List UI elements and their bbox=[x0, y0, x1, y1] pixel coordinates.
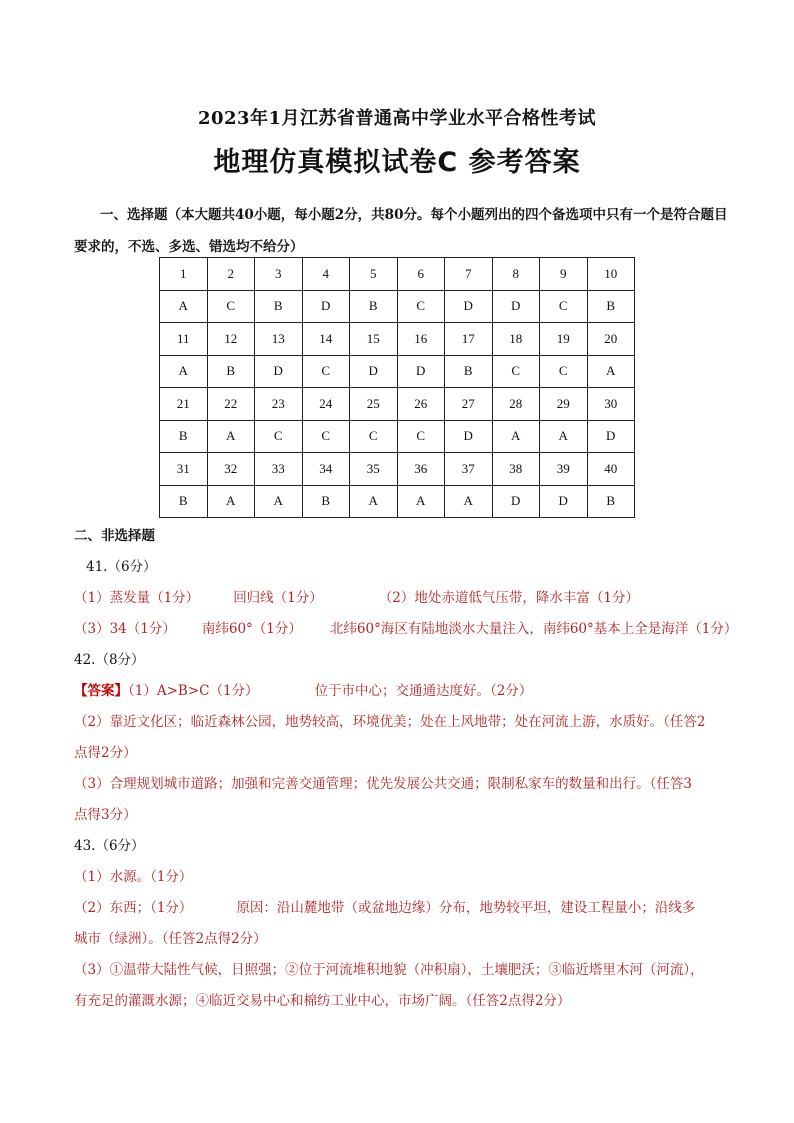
question-number-row bbox=[160, 258, 635, 291]
q41-answer3b: 南纬60°（1分） bbox=[201, 621, 302, 637]
question-number-cell: 24 bbox=[302, 388, 350, 421]
question-number-row bbox=[160, 388, 635, 421]
answer-key-title: 地理仿真模拟试卷C 参考答案 bbox=[213, 147, 581, 178]
answer-row bbox=[160, 355, 635, 388]
answer-row bbox=[160, 420, 635, 453]
q42-answer3: （3）合理规划城市道路；加强和完善交通管理；优先发展公共交通；限制私家车的数量和出行。（任答3 bbox=[74, 776, 692, 792]
question-number-cell: 40 bbox=[587, 453, 635, 486]
answer-cell: B bbox=[587, 290, 635, 323]
answer-cell: B bbox=[160, 420, 208, 453]
question-number-cell: 5 bbox=[350, 258, 398, 291]
answer-cell: D bbox=[492, 290, 540, 323]
answer-cell: C bbox=[302, 420, 350, 453]
answer-cell: D bbox=[492, 485, 540, 518]
answer-cell: A bbox=[255, 485, 303, 518]
answer-cell: C bbox=[350, 420, 398, 453]
q43-answer2b: 原因：沿山麓地带（或盆地边缘）分布，地势较平坦，建设工程量小；沿线多 bbox=[236, 900, 696, 916]
answer-cell: A bbox=[540, 420, 588, 453]
question-number-cell: 1 bbox=[160, 258, 208, 291]
answer-cell: C bbox=[302, 355, 350, 388]
question-number-cell: 36 bbox=[397, 453, 445, 486]
question-number-cell: 4 bbox=[302, 258, 350, 291]
q41-line1 bbox=[74, 586, 734, 606]
q43-answer1: （1）水源。（1分） bbox=[74, 869, 193, 885]
question-number-cell: 22 bbox=[207, 388, 255, 421]
q42-line1 bbox=[74, 679, 734, 699]
answer-cell: B bbox=[160, 485, 208, 518]
question-number-row bbox=[160, 453, 635, 486]
q42-answer3-cont: 点得3分） bbox=[74, 807, 137, 823]
question-number-cell: 38 bbox=[492, 453, 540, 486]
question-number-cell: 15 bbox=[350, 323, 398, 356]
question-number-cell: 29 bbox=[540, 388, 588, 421]
section2-heading: 二、非选择题 bbox=[74, 528, 155, 544]
answer-cell: B bbox=[350, 290, 398, 323]
answer-cell: A bbox=[160, 290, 208, 323]
question-number-cell: 30 bbox=[587, 388, 635, 421]
question-number-cell: 25 bbox=[350, 388, 398, 421]
q41-answer2: （2）地处赤道低气压带，降水丰富（1分） bbox=[378, 590, 639, 606]
answer-cell: B bbox=[445, 355, 493, 388]
q43-answer3: （3）①温带大陆性气候，日照强；②位于河流堆积地貌（冲积扇），土壤肥沃；③临近塔里木河（河流）， bbox=[74, 962, 704, 978]
question-number-cell: 8 bbox=[492, 258, 540, 291]
question-number-cell: 31 bbox=[160, 453, 208, 486]
q42-answer1a: （1）A>B>C（1分） bbox=[128, 683, 259, 699]
question-number-cell: 17 bbox=[445, 323, 493, 356]
question-number-cell: 21 bbox=[160, 388, 208, 421]
q42-label: 42.（8分） bbox=[74, 652, 145, 668]
question-number-cell: 2 bbox=[207, 258, 255, 291]
answer-tag: 【答案】 bbox=[74, 683, 128, 699]
answer-cell: D bbox=[255, 355, 303, 388]
answer-row bbox=[160, 290, 635, 323]
answer-cell: B bbox=[587, 485, 635, 518]
answer-cell: D bbox=[445, 420, 493, 453]
question-number-row bbox=[160, 323, 635, 356]
q41-answer3c: 北纬60°海区有陆地淡水大量注入，南纬60°基本上全是海洋（1分） bbox=[329, 621, 738, 637]
q41-answer1: （1）蒸发量（1分） bbox=[74, 590, 200, 606]
question-number-cell: 16 bbox=[397, 323, 445, 356]
question-number-cell: 13 bbox=[255, 323, 303, 356]
q41-line2 bbox=[74, 617, 738, 637]
answer-cell: A bbox=[587, 355, 635, 388]
answer-cell: D bbox=[350, 355, 398, 388]
question-number-cell: 35 bbox=[350, 453, 398, 486]
question-number-cell: 9 bbox=[540, 258, 588, 291]
answer-cell: D bbox=[587, 420, 635, 453]
answer-cell: A bbox=[350, 485, 398, 518]
answer-cell: A bbox=[492, 420, 540, 453]
answer-cell: D bbox=[445, 290, 493, 323]
question-number-cell: 7 bbox=[445, 258, 493, 291]
question-number-cell: 34 bbox=[302, 453, 350, 486]
q43-answer2a: （2）东西；（1分） bbox=[74, 900, 193, 916]
answer-table bbox=[159, 257, 635, 518]
question-number-cell: 23 bbox=[255, 388, 303, 421]
question-number-cell: 11 bbox=[160, 323, 208, 356]
answer-cell: B bbox=[255, 290, 303, 323]
question-number-cell: 3 bbox=[255, 258, 303, 291]
answer-cell: C bbox=[397, 290, 445, 323]
question-number-cell: 27 bbox=[445, 388, 493, 421]
answer-cell: C bbox=[540, 290, 588, 323]
question-number-cell: 12 bbox=[207, 323, 255, 356]
answer-cell: C bbox=[207, 290, 255, 323]
question-number-cell: 33 bbox=[255, 453, 303, 486]
q42-answer2: （2）靠近文化区；临近森林公园，地势较高，环境优美；处在上风地带；处在河流上游，水质好。（任答2 bbox=[74, 714, 706, 730]
q41-label: 41.（6分） bbox=[86, 559, 157, 575]
question-number-cell: 10 bbox=[587, 258, 635, 291]
q41-answer3a: （3）34（1分） bbox=[74, 621, 176, 637]
q42-answer2-cont: 点得2分） bbox=[74, 745, 137, 761]
question-number-cell: 39 bbox=[540, 453, 588, 486]
q43-answer3-cont: 有充足的灌溉水源；④临近交易中心和棉纺工业中心，市场广阔。（任答2点得2分） bbox=[74, 993, 571, 1009]
q43-line2 bbox=[74, 896, 734, 916]
q43-label: 43.（6分） bbox=[74, 838, 145, 854]
answer-cell: A bbox=[445, 485, 493, 518]
question-number-cell: 18 bbox=[492, 323, 540, 356]
question-number-cell: 37 bbox=[445, 453, 493, 486]
answer-cell: B bbox=[207, 355, 255, 388]
answer-cell: A bbox=[160, 355, 208, 388]
answer-cell: C bbox=[540, 355, 588, 388]
answer-cell: C bbox=[492, 355, 540, 388]
q43-answer2-cont: 城市（绿洲）。（任答2点得2分） bbox=[74, 931, 267, 947]
answer-cell: D bbox=[397, 355, 445, 388]
answer-cell: C bbox=[397, 420, 445, 453]
answer-cell: B bbox=[302, 485, 350, 518]
q41-answer1b: 回归线（1分） bbox=[233, 590, 323, 606]
question-number-cell: 20 bbox=[587, 323, 635, 356]
answer-cell: A bbox=[397, 485, 445, 518]
answer-cell: A bbox=[207, 420, 255, 453]
answer-cell: D bbox=[302, 290, 350, 323]
answer-cell: A bbox=[207, 485, 255, 518]
question-number-cell: 14 bbox=[302, 323, 350, 356]
answer-row bbox=[160, 485, 635, 518]
question-number-cell: 6 bbox=[397, 258, 445, 291]
answer-cell: C bbox=[255, 420, 303, 453]
question-number-cell: 19 bbox=[540, 323, 588, 356]
q42-answer1b: 位于市中心；交通通达度好。（2分） bbox=[314, 683, 533, 699]
section1-heading: 一、选择题（本大题共40小题，每小题2分，共80分。每个小题列出的四个备选项中只有一个是符合题目要求的，不选、多选、错选均不给分） bbox=[74, 207, 728, 255]
question-number-cell: 28 bbox=[492, 388, 540, 421]
answer-cell: D bbox=[540, 485, 588, 518]
exam-title: 2023年1月江苏省普通高中学业水平合格性考试 bbox=[197, 108, 597, 129]
question-number-cell: 32 bbox=[207, 453, 255, 486]
question-number-cell: 26 bbox=[397, 388, 445, 421]
